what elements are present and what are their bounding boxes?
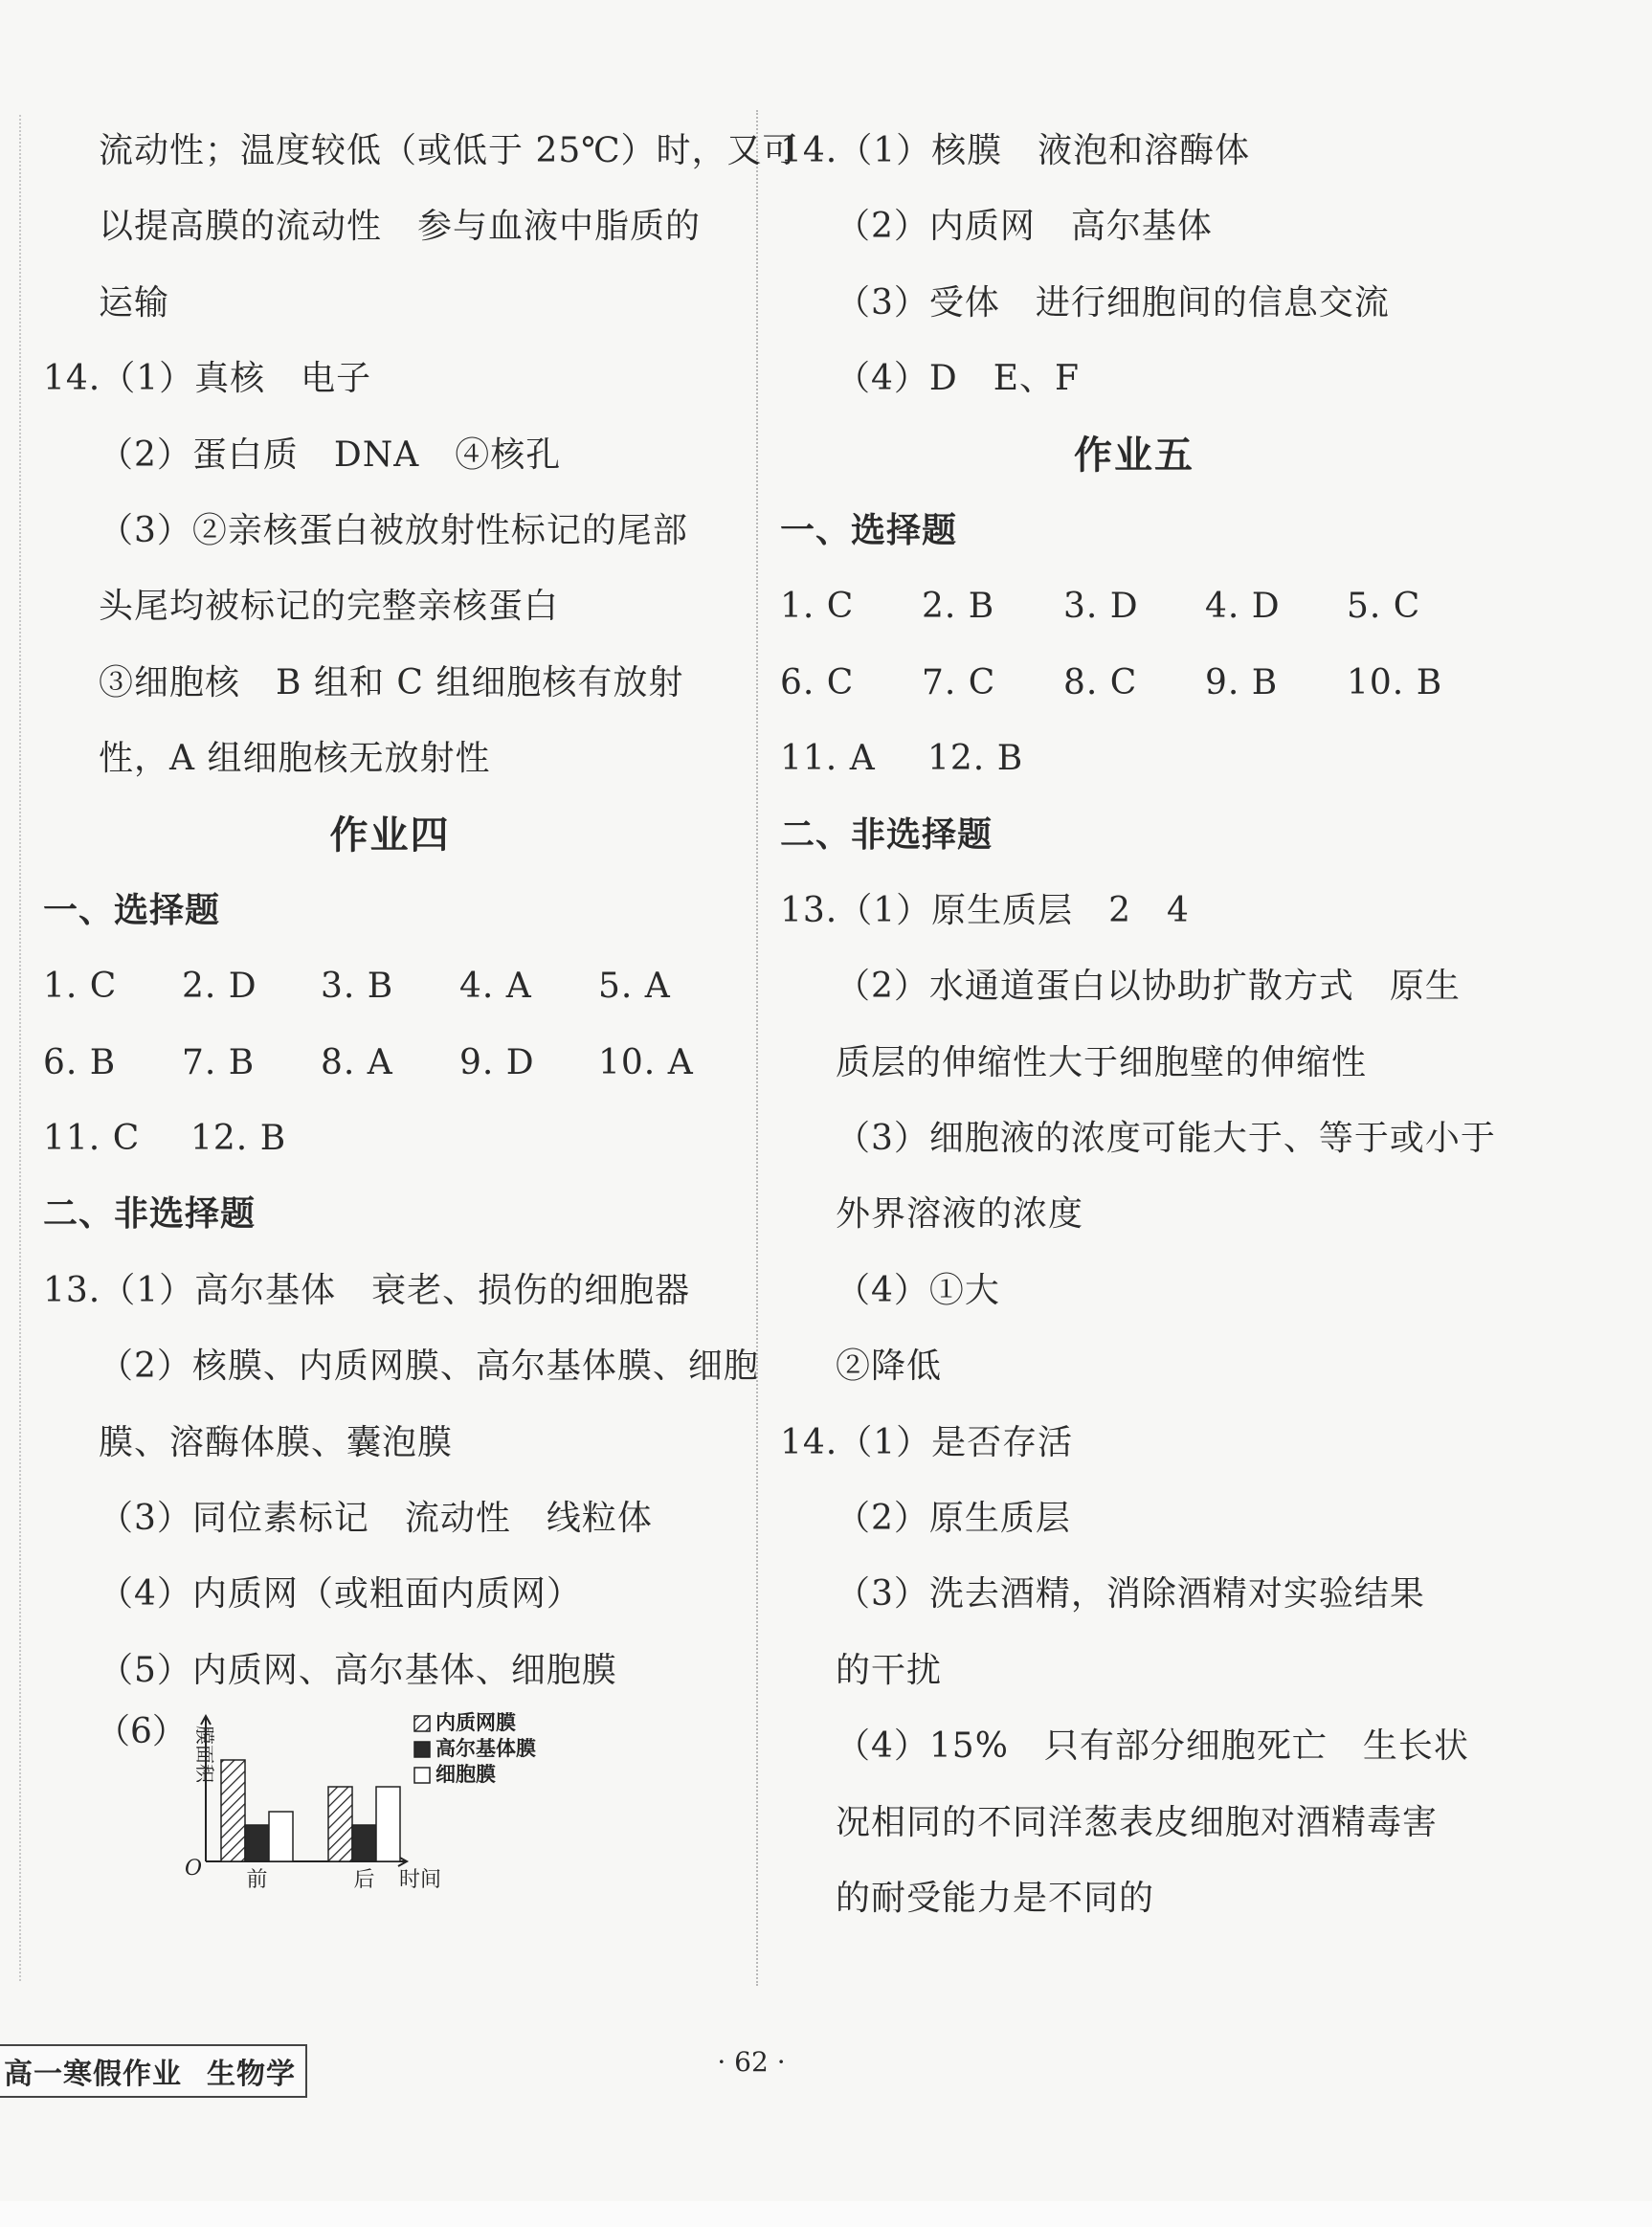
mc-answers-row-2: [43, 1025, 737, 1101]
footer-subject: 生物学: [207, 2058, 296, 2091]
answer-line: （4）15% 只有部分细胞死亡 生长状: [836, 1726, 1469, 1767]
page-bottom-strip: [0, 2201, 1652, 2227]
section-heading-non-choice: 二、非选择题: [43, 1193, 257, 1235]
mc-answer: 10. B: [1347, 662, 1443, 702]
legend-swatch: [414, 1742, 430, 1757]
answer-line: （3）洗去酒精，消除酒精对实验结果: [836, 1574, 1425, 1615]
section-title-homework-5: 作业五: [1074, 432, 1194, 478]
answer-line: （2）水通道蛋白以协助扩散方式 原生: [836, 967, 1461, 1007]
answer-line: 外界溶液的浓度: [836, 1194, 1084, 1235]
answer-line: （2）蛋白质 DNA ④核孔: [99, 434, 562, 475]
answer-label-6: （6）: [96, 1712, 187, 1752]
mc-answers-row-3: [43, 1101, 737, 1176]
mc-answer: 5. A: [598, 967, 671, 1007]
answer-line: （2）内质网 高尔基体: [836, 207, 1213, 247]
answer-line: （4）内质网（或粗面内质网）: [99, 1574, 582, 1615]
x-tick-label: 前: [246, 1868, 268, 1893]
mc-answer: 3. D: [1063, 587, 1139, 627]
answer-line: （5）内质网、高尔基体、细胞膜: [99, 1650, 617, 1690]
mc-answers-row-1: [43, 948, 737, 1024]
answer-line: 的干扰: [836, 1650, 943, 1690]
bar-2-2: [352, 1825, 376, 1861]
bar-1-1: [221, 1760, 245, 1861]
answer-line: 性，A 组细胞核无放射性: [99, 739, 491, 779]
answer-line: （3）同位素标记 流动性 线粒体: [99, 1499, 653, 1539]
answer-line: ②降低: [836, 1347, 943, 1387]
answer-line: （4）①大: [836, 1270, 1000, 1310]
bar-2-1: [245, 1825, 269, 1861]
mc-answer: 1. C: [780, 587, 855, 627]
section-heading-non-choice: 二、非选择题: [780, 813, 993, 855]
bar-3-2: [376, 1787, 400, 1861]
answer-line: 膜、溶酶体膜、囊泡膜: [99, 1422, 454, 1462]
mc-answer: 7. B: [182, 1042, 256, 1082]
mc-answer: 5. C: [1347, 587, 1421, 627]
x-tick-label: 后: [353, 1868, 375, 1893]
mc-answer: 3. B: [321, 967, 394, 1007]
membrane-area-bar-chart: [177, 1708, 656, 1895]
mc-answer: 11. C: [43, 1119, 141, 1159]
answer-line: （3）②亲核蛋白被放射性标记的尾部: [99, 510, 688, 550]
answer-line: （4）D E、F: [836, 359, 1081, 399]
answer-line: （2）核膜、内质网膜、高尔基体膜、细胞: [99, 1347, 759, 1387]
mc-answer: 11. A: [780, 739, 876, 779]
mc-answer: 6. B: [43, 1042, 117, 1082]
mc-answer: 2. B: [922, 587, 995, 627]
answer-line: （3）受体 进行细胞间的信息交流: [836, 282, 1390, 323]
membrane-area-chart-row: [43, 1708, 737, 1900]
text-line: 流动性；温度较低（或低于 25℃）时，又可: [99, 131, 798, 170]
mc-answers-row-1: [780, 568, 1488, 644]
page-number: · 62 ·: [717, 2046, 786, 2078]
bar-3-1: [269, 1812, 293, 1861]
answer-line: 头尾均被标记的完整亲核蛋白: [99, 587, 560, 627]
mc-answer: 12. B: [190, 1119, 287, 1159]
answer-line: （3）细胞液的浓度可能大于、等于或小于: [836, 1119, 1496, 1159]
origin-label: O: [185, 1857, 203, 1882]
mc-answer: 8. A: [321, 1042, 393, 1082]
answer-line: （2）原生质层: [836, 1499, 1071, 1539]
bar-1-2: [328, 1787, 352, 1861]
answer-line: 质层的伸缩性大于细胞壁的伸缩性: [836, 1042, 1368, 1082]
mc-answer: 4. A: [459, 967, 532, 1007]
mc-answer: 6. C: [780, 662, 855, 702]
left-column: [43, 113, 798, 1900]
text-line: 运输: [99, 282, 170, 323]
mc-answer: 4. D: [1205, 587, 1281, 627]
legend-label: 内质网膜: [435, 1711, 516, 1735]
mc-answer: 8. C: [1063, 662, 1138, 702]
footer-grade: 高一寒假作业: [4, 2058, 182, 2091]
left-margin-line: [19, 115, 21, 1981]
mc-answer: 9. B: [1205, 662, 1279, 702]
question-14: 14.（1）核膜 液泡和溶酶体: [780, 131, 1251, 170]
mc-answer: 1. C: [43, 967, 118, 1007]
right-column: [780, 113, 1496, 1936]
mc-answers-row-3: [780, 721, 1488, 796]
y-axis-label: 膜面积: [193, 1726, 216, 1784]
mc-answer: 10. A: [598, 1042, 694, 1082]
mc-answer: 9. D: [459, 1042, 535, 1082]
mc-answer: 2. D: [182, 967, 257, 1007]
question-13: 13.（1）原生质层 2 4: [780, 890, 1190, 930]
question-14: 14.（1）真核 电子: [43, 359, 372, 399]
x-axis-label: 时间: [399, 1868, 442, 1893]
section-title-homework-4: 作业四: [329, 812, 451, 857]
answer-line: 的耐受能力是不同的: [836, 1878, 1155, 1918]
legend-swatch: [414, 1716, 430, 1731]
legend-swatch: [414, 1768, 430, 1783]
legend-label: 高尔基体膜: [435, 1737, 536, 1761]
question-14: 14.（1）是否存活: [780, 1422, 1074, 1462]
mc-answer: 7. C: [922, 662, 996, 702]
legend-label: 细胞膜: [435, 1763, 496, 1787]
mc-answer: 12. B: [927, 739, 1024, 779]
column-divider: [756, 110, 758, 1986]
section-heading-multiple-choice: 一、选择题: [43, 889, 221, 930]
answer-line: 况相同的不同洋葱表皮细胞对酒精毒害: [836, 1802, 1439, 1842]
question-13: 13.（1）高尔基体 衰老、损伤的细胞器: [43, 1270, 691, 1310]
text-line: 以提高膜的流动性 参与血液中脂质的: [99, 207, 702, 247]
answer-line: ③细胞核 B 组和 C 组细胞核有放射: [99, 662, 684, 702]
mc-answers-row-2: [780, 645, 1488, 721]
section-heading-multiple-choice: 一、选择题: [780, 509, 958, 550]
